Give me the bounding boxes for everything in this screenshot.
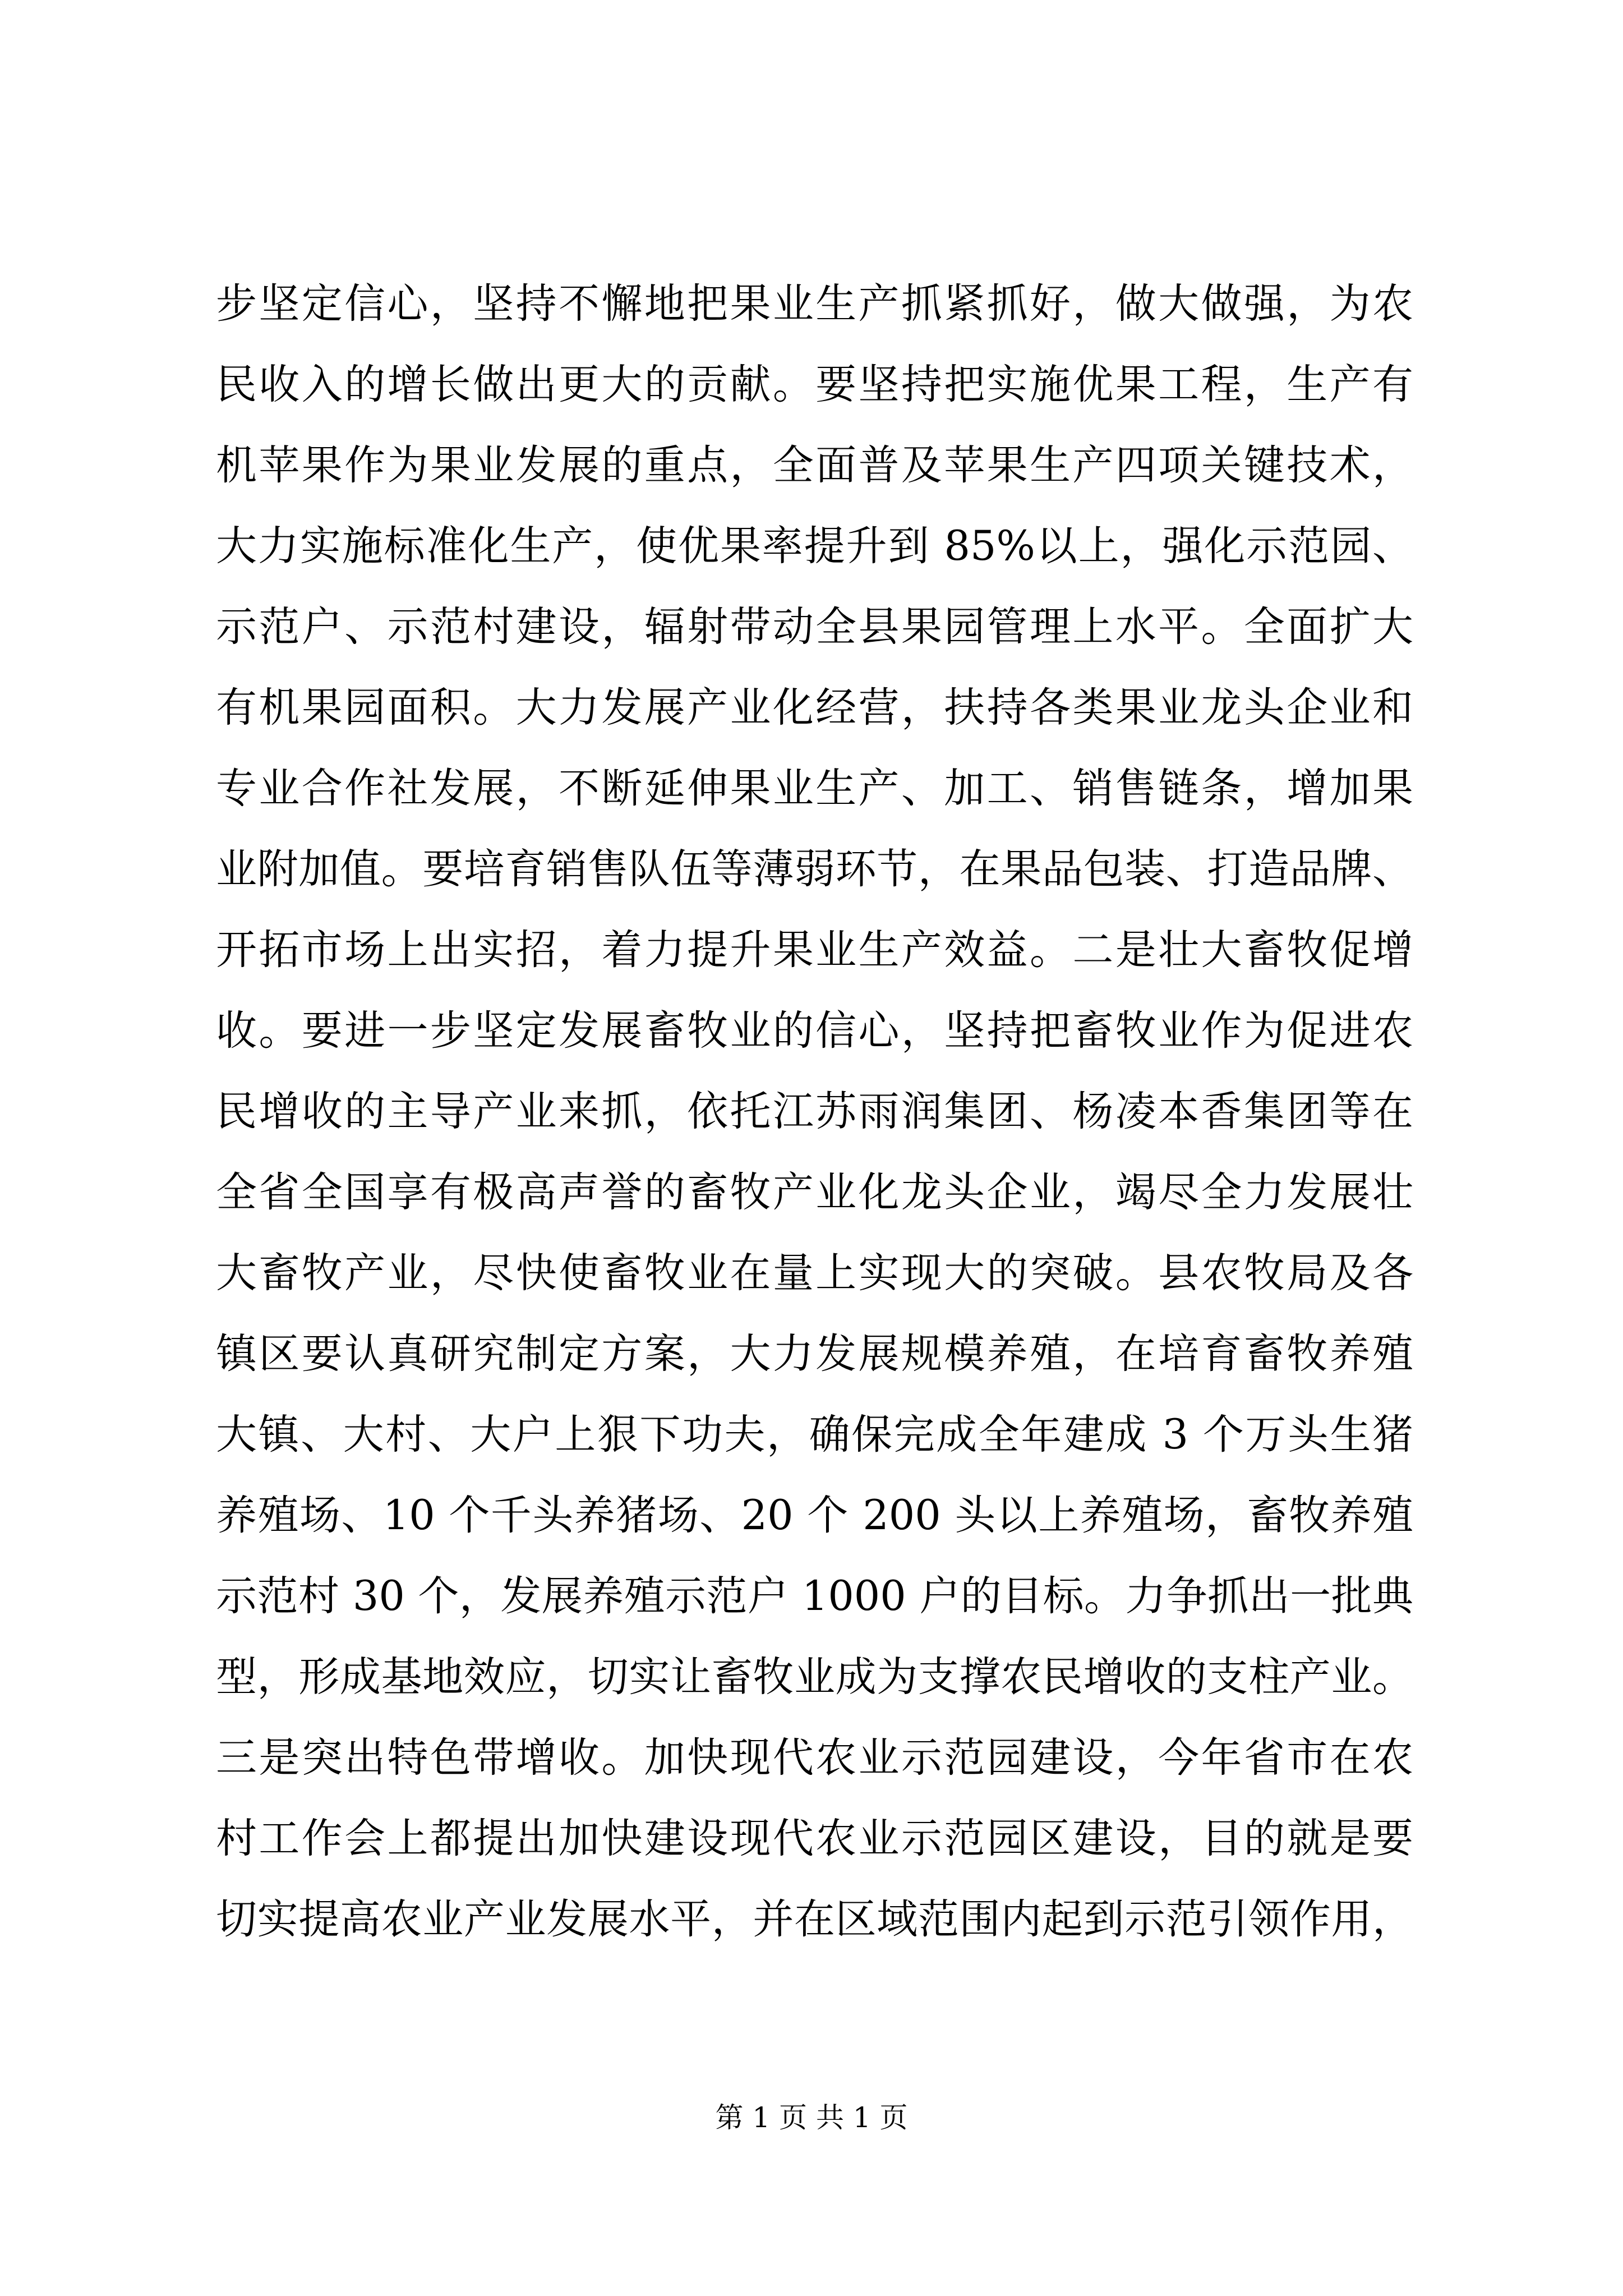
text-line: 民收入的增长做出更大的贡献。要坚持把实施优果工程，生产有	[216, 361, 1413, 408]
text-line: 业附加值。要培育销售队伍等薄弱环节，在果品包装、打造品牌、	[216, 845, 1413, 893]
text-line: 型，形成基地效应，切实让畜牧业成为支撑农民增收的支柱产业。	[216, 1653, 1413, 1701]
text-line: 大力实施标准化生产，使优果率提升到 85%以上，强化示范园、	[216, 522, 1413, 570]
text-line: 有机果园面积。大力发展产业化经营，扶持各类果业龙头企业和	[216, 684, 1413, 731]
text-line: 开拓市场上出实招，着力提升果业生产效益。二是壮大畜牧促增	[216, 926, 1413, 974]
page-number-label: 第 1 页 共 1 页	[715, 2101, 908, 2134]
text-line: 收。要进一步坚定发展畜牧业的信心，坚持把畜牧业作为促进农	[216, 1007, 1413, 1055]
text-line: 大畜牧产业，尽快使畜牧业在量上实现大的突破。县农牧局及各	[216, 1249, 1413, 1297]
text-line: 全省全国享有极高声誉的畜牧产业化龙头企业，竭尽全力发展壮	[216, 1168, 1413, 1216]
text-line: 大镇、大村、大户上狠下功夫，确保完成全年建成 3 个万头生猪	[216, 1411, 1413, 1458]
text-line: 步坚定信心，坚持不懈地把果业生产抓紧抓好，做大做强，为农	[216, 280, 1413, 328]
text-line: 养殖场、10 个千头养猪场、20 个 200 头以上养殖场，畜牧养殖	[216, 1492, 1413, 1539]
text-line: 示范村 30 个，发展养殖示范户 1000 户的目标。力争抓出一批典	[216, 1572, 1413, 1620]
page-footer	[0, 2101, 1623, 2134]
text-line: 村工作会上都提出加快建设现代农业示范园区建设，目的就是要	[216, 1815, 1413, 1862]
text-line: 镇区要认真研究制定方案，大力发展规模养殖，在培育畜牧养殖	[216, 1330, 1413, 1378]
text-line: 机苹果作为果业发展的重点，全面普及苹果生产四项关键技术，	[216, 441, 1413, 489]
text-line: 三是突出特色带增收。加快现代农业示范园建设，今年省市在农	[216, 1734, 1413, 1782]
body-text	[216, 264, 1413, 1960]
text-line: 专业合作社发展，不断延伸果业生产、加工、销售链条，增加果	[216, 765, 1413, 812]
text-line: 民增收的主导产业来抓，依托江苏雨润集团、杨凌本香集团等在	[216, 1088, 1413, 1135]
text-line: 切实提高农业产业发展水平，并在区域范围内起到示范引领作用，	[216, 1895, 1413, 1943]
text-line: 示范户、示范村建设，辐射带动全县果园管理上水平。全面扩大	[216, 603, 1413, 651]
